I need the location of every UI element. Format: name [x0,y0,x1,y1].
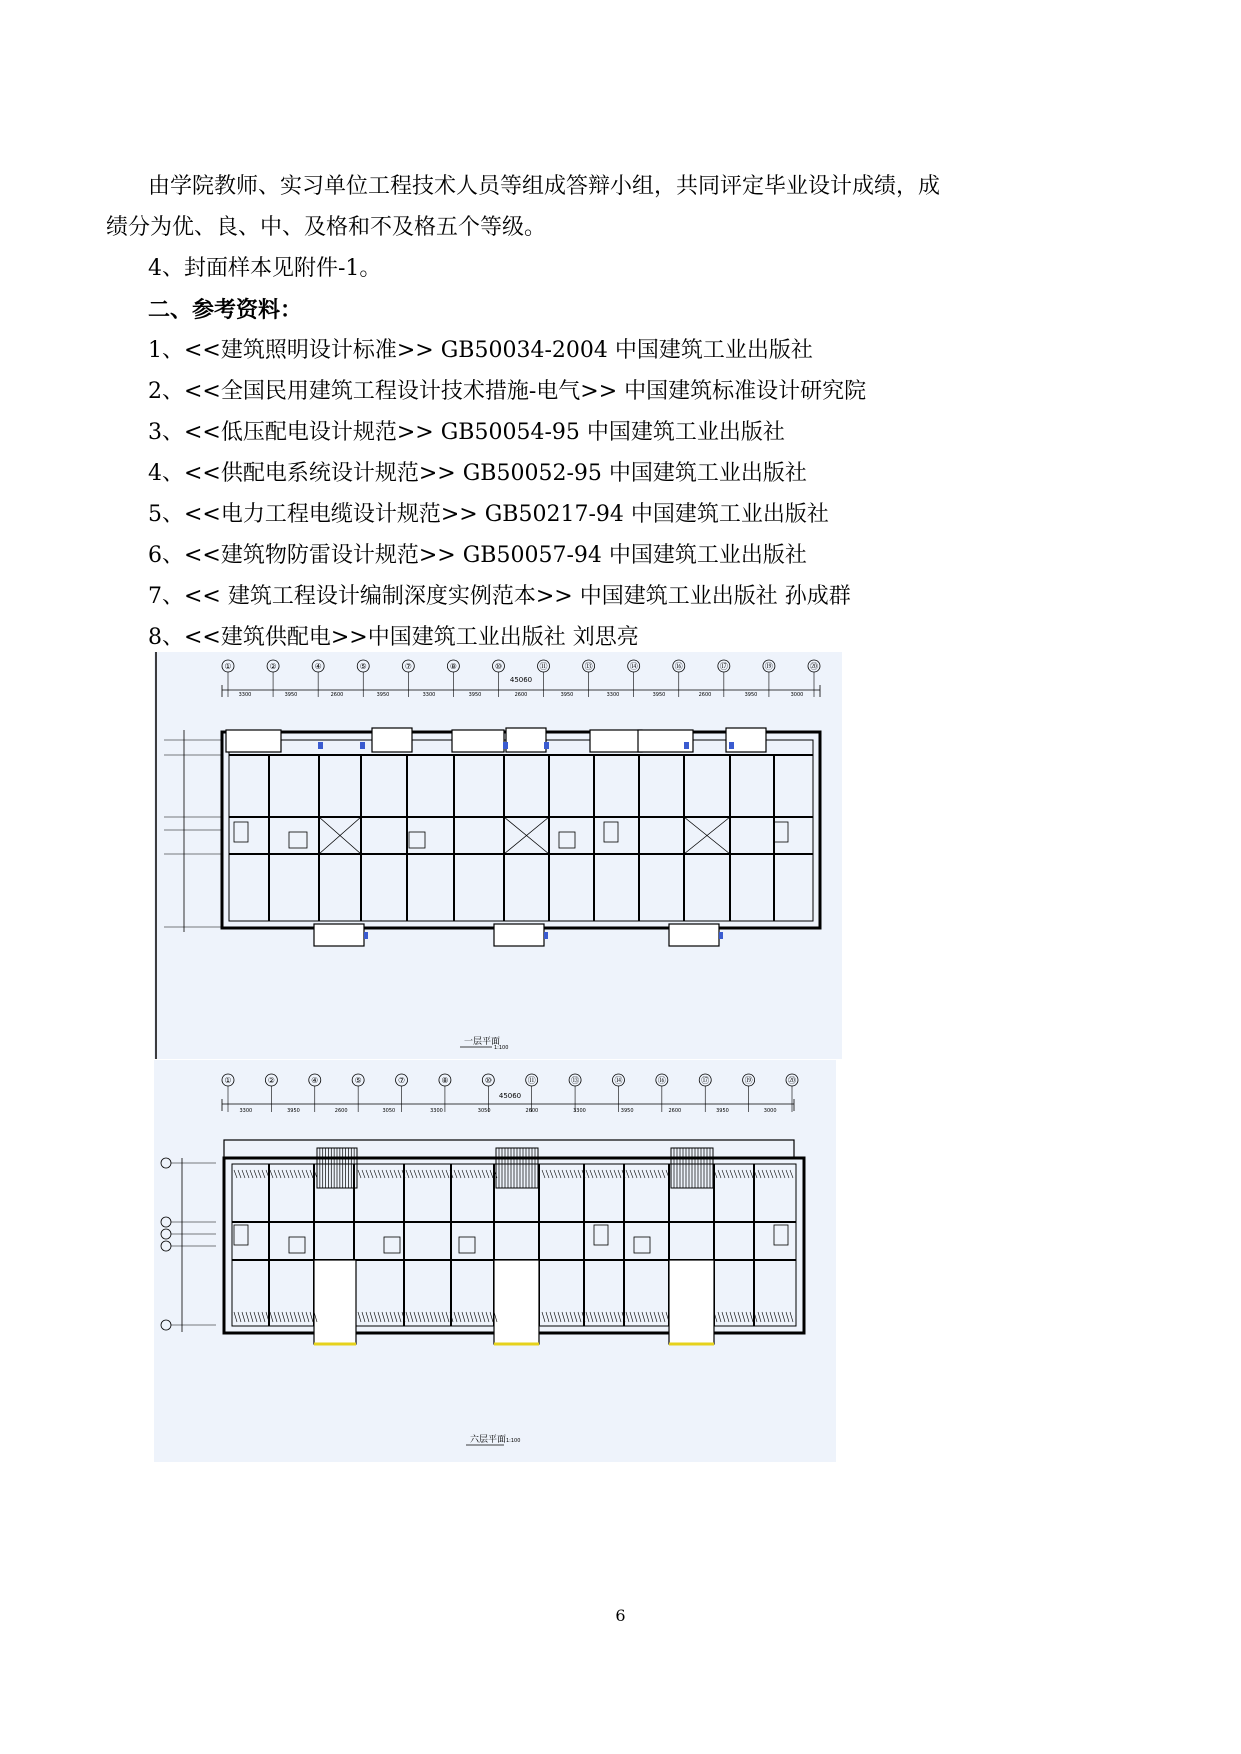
axis-label: ⑬ [584,662,593,671]
reference-7: 7、<< 建筑工程设计编制深度实例范本>> 中国建筑工业出版社 孙成群 [148,584,851,609]
plan1-scale: 1:100 [494,1045,509,1051]
axis-label: ⑧ [441,1076,449,1085]
plan2-scale: 1:100 [506,1438,521,1444]
axis-label: ⑭ [614,1076,623,1085]
dimension-label: 3950 [560,692,574,698]
axis-label: ⑤ [354,1076,362,1085]
axis-label: ⑧ [449,662,457,671]
axis-label: ⑦ [397,1076,406,1085]
section-heading: 二、参考资料： [148,297,303,323]
reference-8: 8、<<建筑供配电>>中国建筑工业出版社 刘思亮 [148,625,639,650]
page-number: 6 [615,1606,626,1625]
svg-text:45060: 45060 [509,676,533,684]
svg-text:45060: 45060 [498,1092,522,1100]
dimension-label: 2600 [698,692,712,698]
cover-sample-note: 4、封面样本见附件-1。 [148,256,382,281]
axis-label: ⑯ [657,1076,666,1085]
axis-label: ⑪ [539,662,548,671]
dimension-label: 2600 [525,1108,539,1114]
axis-label: ⑦ [404,662,412,671]
dimension-label: 3300 [422,692,436,698]
dimension-label: 3950 [284,692,298,698]
paragraph-line-2: 绩分为优、良、中、及格和不及格五个等级。 [106,215,547,240]
dimension-label: 3000 [763,1108,777,1114]
dimension-label: 3950 [287,1108,300,1114]
axis-label: ⑲ [764,662,773,671]
dimension-label: 2600 [514,692,528,698]
reference-2: 2、<<全国民用建筑工程设计技术措施-电气>> 中国建筑标准设计研究院 [148,379,867,404]
dimension-label: 3950 [652,692,666,698]
axis-label: ⑤ [359,662,367,671]
axis-label: ⑯ [674,662,683,671]
plan1-caption: 一层平面 [464,1037,501,1047]
axis-label: ④ [311,1076,319,1085]
dimension-label: 3050 [382,1108,396,1114]
reference-4: 4、<<供配电系统设计规范>> GB50052-95 中国建筑工业出版社 [148,461,807,486]
dimension-label: 3300 [238,692,252,698]
first-floor-plan-drawing [154,652,842,1059]
dimension-label: 3300 [239,1108,253,1114]
plan2-caption: 六层平面 [470,1435,507,1445]
dimension-label: 3050 [477,1108,491,1114]
paragraph-line-1: 由学院教师、实习单位工程技术人员等组成答辩小组，共同评定毕业设计成绩，成 [148,174,941,199]
dimension-label: 3950 [620,1108,634,1114]
axis-label: ⑲ [744,1076,753,1085]
dimension-label: 3950 [376,692,390,698]
dimension-label: 2600 [668,1108,682,1114]
axis-label: ④ [314,662,322,671]
axis-label: ⑰ [701,1076,710,1085]
axis-label: ⑩ [484,1076,492,1085]
dimension-label: 2600 [334,1108,348,1114]
axis-label: ⑪ [527,1076,536,1085]
reference-3: 3、<<低压配电设计规范>> GB50054-95 中国建筑工业出版社 [148,420,785,445]
axis-label: ⑳ [810,662,818,671]
axis-label: ⑭ [629,662,638,671]
dimension-label: 3950 [716,1108,729,1114]
sixth-floor-plan [154,1060,836,1462]
dimension-label: 3300 [573,1108,586,1114]
axis-label: ⑰ [719,662,728,671]
reference-5: 5、<<电力工程电缆设计规范>> GB50217-94 中国建筑工业出版社 [148,502,829,527]
dimension-label: 3300 [430,1108,443,1114]
axis-label: ⑩ [494,662,503,671]
first-floor-plan [154,652,842,1059]
axis-label: ① [224,1076,232,1085]
dimension-label: 3300 [606,692,620,698]
axis-label: ① [224,662,232,671]
dimension-label: 3000 [790,692,804,698]
reference-6: 6、<<建筑物防雷设计规范>> GB50057-94 中国建筑工业出版社 [148,543,807,568]
dimension-label: 3950 [468,692,482,698]
sixth-floor-plan-drawing [154,1060,836,1462]
dimension-label: 3950 [744,692,758,698]
axis-label: ② [269,662,277,671]
axis-label: ⑳ [788,1076,796,1085]
axis-label: ② [267,1076,275,1085]
reference-1: 1、<<建筑照明设计标准>> GB50034-2004 中国建筑工业出版社 [148,338,813,363]
axis-label: ⑬ [571,1076,580,1085]
dimension-label: 2600 [330,692,344,698]
